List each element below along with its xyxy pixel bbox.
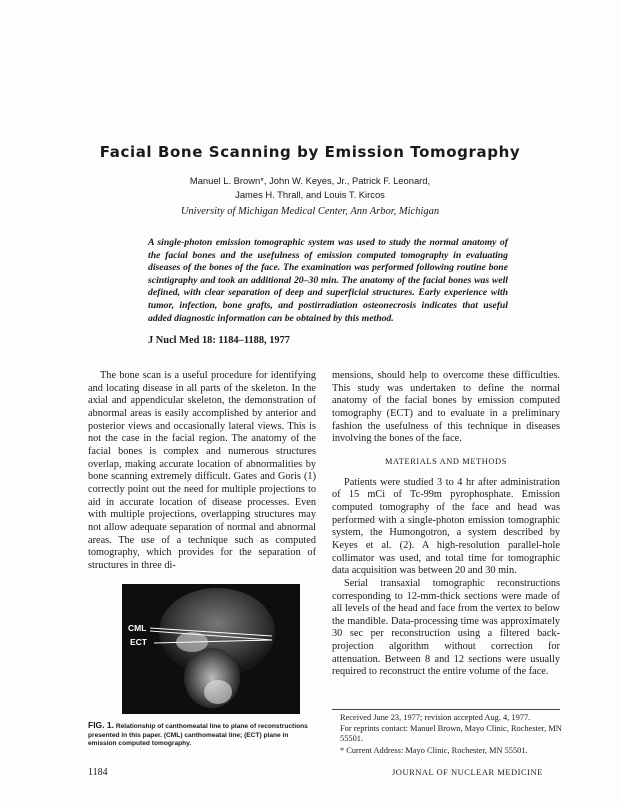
article-title: Facial Bone Scanning by Emission Tomography xyxy=(99,143,521,161)
page-number: 1184 xyxy=(88,767,108,778)
footnote-received: Received June 23, 1977; revision accepted Aug. 4, 1977. xyxy=(340,713,531,722)
footnote-divider xyxy=(332,709,560,710)
body-column-right xyxy=(332,370,560,679)
skull-scan-illustration xyxy=(122,584,300,714)
body-column-left xyxy=(88,370,316,573)
label-cml: CML xyxy=(128,623,147,633)
section-heading: MATERIALS AND METHODS xyxy=(385,456,507,466)
figure-caption-text: Relationship of canthomeatal line to plane of reconstructions presented in this paper. (CML) canthomeatal line; (ECT) plane in emission computed tomography. xyxy=(88,723,308,747)
citation: J Nucl Med 18: 1184–1188, 1977 xyxy=(148,335,291,346)
footnotes xyxy=(340,713,562,757)
author-line-2: James H. Thrall, and Louis T. Kircos xyxy=(235,189,385,200)
footnote-reprints: For reprints contact: Manuel Brown, Mayo Clinic, Rochester, MN 55501. xyxy=(340,724,562,744)
footnote-current-address: * Current Address: Mayo Clinic, Rochester, MN 55501. xyxy=(340,745,528,755)
intro-continuation: mensions, should help to overcome these difficulties. This study was undertaken to define the normal anatomy of the facial bones by emission computed tomography (ECT) and to evaluate in a preliminary fashion the usefulness of this technique in diseases involving the bones of the face. xyxy=(332,370,560,445)
intro-paragraph: The bone scan is a useful procedure for identifying and locating disease in all parts of the skeleton. In the axial and appendicular skeleton, the demonstration of abnormal areas is easily accomplished by anterior and posterior views and occasionally lateral views. This is not the case in the facial region. The anatomy of the facial bones is complex and numerous structures overlap, making accurate location of abnormalities by bone scanning extremely difficult. Gates and Goris (1) correctly point out the need for multiple projections to aid in accurate location of disease processes. Even with multiple projections, overlapping structures may not allow adequate separation of normal and abnormal areas. The use of a technique such as computed tomography, which provides for the separation of structures in three di- xyxy=(88,370,316,571)
author-list xyxy=(150,174,470,202)
figure-number: FIG. 1. xyxy=(88,720,114,730)
author-line-1: Manuel L. Brown*, John W. Keyes, Jr., Patrick F. Leonard, xyxy=(189,175,431,186)
figure-1-scan-image xyxy=(122,584,300,714)
journal-name: JOURNAL OF NUCLEAR MEDICINE xyxy=(392,767,543,777)
methods-paragraph-1: Patients were studied 3 to 4 hr after administration of 15 mCi of Tc-99m pyrophosphate. Emission computed tomography of the face and head was performed with a single-photon emission tomographic system, the Humongotron, a system described by Keyes et al. (2). A high-resolution parallel-hole collimator was used, and total time for tomographic data acquisition was between 20 and 30 min. xyxy=(332,476,560,577)
affiliation: University of Michigan Medical Center, Ann Arbor, Michigan xyxy=(180,206,440,217)
abstract: A single-photon emission tomographic system was used to study the normal anatomy of the facial bones and the usefulness of emission computed tomography in evaluating diseases of the bones of the face. The examination was performed following routine bone scintigraphy and took an additional 20–30 min. The anatomy of the facial bones was well defined, with clear separation of deep and superficial structures. Early experience with tumor, infection, bone grafts, and postirradiation osteonecrosis indicates that useful added diagnostic information can be obtained by this method. xyxy=(148,237,508,324)
label-ect: ECT xyxy=(130,637,147,647)
methods-paragraph-2: Serial transaxial tomographic reconstructions corresponding to 12-mm-thick sections were made of all levels of the head and face from the vertex to below the mandible. Data-processing time was approximately 30 sec per reconstruction using a filtered back-projection algorithm without correction for attenuation. Between 8 and 12 sections were usually required to reconstruct the entire volume of the face. xyxy=(332,577,560,678)
figure-caption xyxy=(88,721,318,749)
